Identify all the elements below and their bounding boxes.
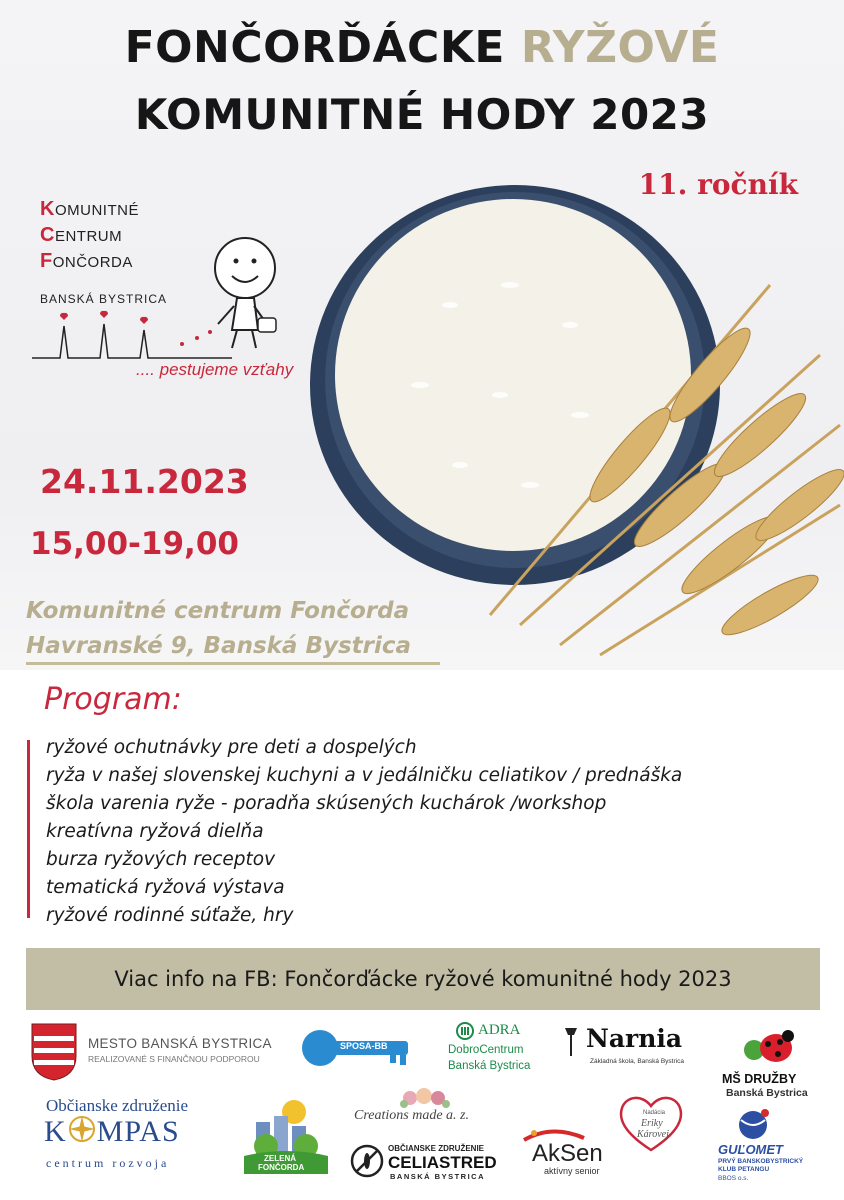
no-wheat-icon	[350, 1144, 384, 1178]
organizer-slogan: .... pestujeme vzťahy	[136, 360, 294, 379]
event-time: 15,00-19,00	[30, 526, 239, 562]
logo-zelena-foncorda	[244, 1094, 328, 1174]
title-accent: RYŽOVÉ	[520, 22, 720, 73]
venue-line1: Komunitné centrum Fončorda	[26, 598, 410, 624]
event-venue	[26, 594, 411, 664]
foncorda-text: FONČORDA	[258, 1163, 305, 1172]
logo-ms-druzby	[720, 1022, 820, 1100]
program-item: ryžové ochutnávky pre deti a dospelých	[46, 737, 417, 758]
aksen-sub: aktívny senior	[544, 1166, 600, 1176]
gulomet-sub2: KLUB PETANGU	[718, 1166, 770, 1173]
creations-text: Creations made a. z.	[354, 1108, 469, 1123]
gulomet-sub3: BBOS o.s.	[718, 1175, 749, 1182]
program-item: ryža v našej slovenskej kuchyni a v jedálničku celiatikov / prednáška	[46, 765, 683, 786]
ms-name: MŠ DRUŽBY	[722, 1072, 797, 1086]
organizer-line1: KOMUNITNÉ	[40, 198, 139, 220]
zelena-text: ZELENÁ	[264, 1154, 296, 1163]
adra-sub2: Banská Bystrica	[448, 1060, 531, 1072]
organizer-line2: CENTRUM	[40, 224, 123, 246]
organizer-line3: FONČORDA	[40, 250, 133, 272]
event-date: 24.11.2023	[40, 462, 249, 501]
erika-line3: Károvej	[637, 1129, 669, 1140]
info-text: Viac info na FB: Fončorďácke ryžové komunitné hody 2023	[114, 967, 732, 991]
kompas-wordmark: K MPAS	[44, 1115, 180, 1148]
organizer-city: BANSKÁ BYSTRICA	[40, 292, 168, 306]
gulomet-sub1: PRVÝ BANSKOBYSTRICKÝ	[718, 1158, 804, 1165]
organizer-logo	[32, 196, 302, 386]
kompas-sub: centrum rozvoja	[46, 1156, 170, 1170]
sposa-name: SPOSA-BB	[340, 1041, 388, 1051]
logo-creations	[350, 1086, 500, 1130]
gulomet-name: GUĽOMET	[718, 1142, 783, 1157]
aksen-name: AkSen	[532, 1140, 603, 1167]
logo-adra	[444, 1020, 544, 1080]
rice-bowl-image	[300, 175, 844, 665]
logo-mesto-banska-bystrica	[30, 1022, 290, 1084]
page-title-line1	[0, 22, 844, 73]
logo-narnia	[560, 1024, 700, 1070]
logo-gulomet	[716, 1108, 816, 1188]
celiastred-name: CELIASTRED	[388, 1153, 497, 1172]
logo-aksen	[520, 1128, 620, 1176]
info-banner	[26, 948, 820, 1010]
city-crest-icon	[30, 1022, 78, 1082]
lamppost-icon	[560, 1026, 582, 1056]
program-title: Program:	[44, 682, 182, 717]
mesto-sub: REALIZOVANÉ S FINANČNOU PODPOROU	[88, 1054, 260, 1064]
program-item: ryžové rodinné súťaže, hry	[46, 905, 294, 926]
venue-underline	[26, 662, 440, 665]
erika-line2: Eriky	[641, 1118, 663, 1129]
logo-nadacia-eriky-karovej	[616, 1090, 686, 1154]
logo-sposa	[300, 1026, 412, 1070]
program-item: burza ryžových receptov	[46, 849, 276, 870]
logo-celiastred	[350, 1140, 500, 1182]
program-item: tematická ryžová výstava	[46, 877, 285, 898]
petanque-ball-icon	[736, 1108, 770, 1140]
program-list	[46, 734, 682, 930]
program-accent-bar	[27, 740, 30, 918]
narnia-sub: Základná škola, Banská Bystrica	[590, 1058, 684, 1065]
kompas-line1: Občianske združenie	[46, 1096, 189, 1115]
ladybug-icon	[738, 1022, 798, 1070]
celiastred-top: OBČIANSKE ZDRUŽENIE	[388, 1144, 485, 1153]
narnia-name: Narnia	[586, 1024, 683, 1053]
venue-line2: Havranské 9, Banská Bystrica	[26, 633, 412, 659]
compass-icon	[67, 1114, 97, 1144]
flowers-icon	[396, 1086, 456, 1110]
edition-label: 11. ročník	[638, 168, 798, 201]
title-main: FONČORĎÁCKE	[124, 22, 505, 73]
program-item: škola varenia ryže - poradňa skúsených kuchárok /workshop	[46, 793, 607, 814]
adra-name: ADRA	[478, 1022, 521, 1038]
mesto-name: MESTO BANSKÁ BYSTRICA	[88, 1036, 272, 1051]
celiastred-sub: BANSKÁ BYSTRICA	[390, 1172, 486, 1181]
page-title-line2: KOMUNITNÉ HODY 2023	[134, 90, 710, 139]
adra-sub1: DobroCentrum	[448, 1044, 524, 1056]
adra-icon	[456, 1022, 474, 1040]
logo-kompas	[42, 1096, 222, 1176]
erika-line1: Nadácia	[643, 1110, 666, 1116]
program-item: kreatívna ryžová dielňa	[46, 821, 264, 842]
ms-sub: Banská Bystrica	[726, 1087, 808, 1099]
